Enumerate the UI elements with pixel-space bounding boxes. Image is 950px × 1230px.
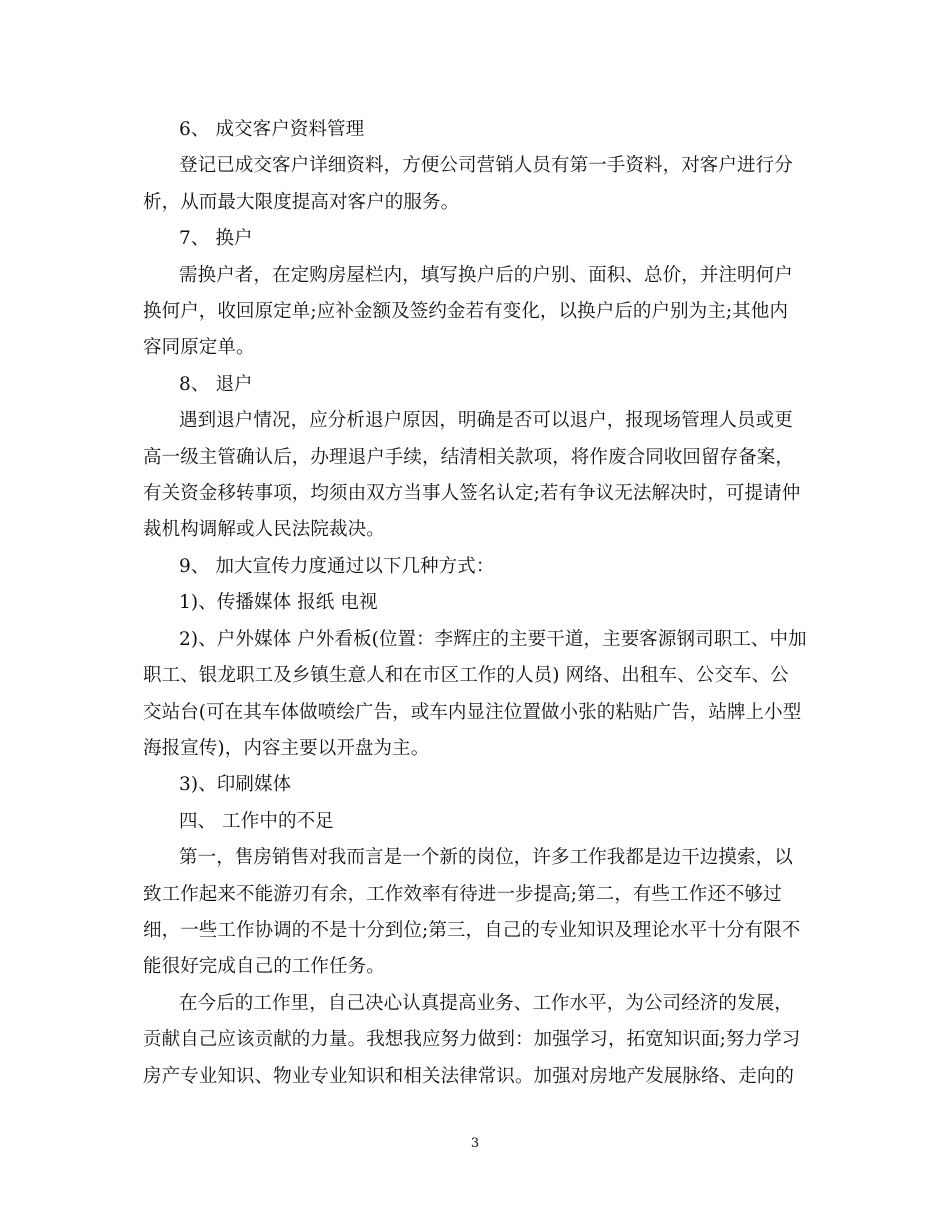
paragraph-line: 职工、银龙职工及乡镇生意人和在市区工作的人员) 网络、出租车、公交车、公 (143, 665, 789, 687)
section-heading-4: 四、 工作中的不足 (179, 810, 334, 832)
paragraph-line: 交站台(可在其车体做喷绘广告，或车内显注位置做小张的粘贴广告，站牌上小型 (143, 701, 802, 723)
paragraph-line: 登记已成交客户详细资料，方便公司营销人员有第一手资料，对客户进行分 (179, 155, 793, 177)
paragraph-line: 需换户者，在定购房屋栏内，填写换户后的户别、面积、总价，并注明何户 (179, 264, 793, 286)
paragraph-line: 有关资金移转事项，均须由双方当事人签名认定;若有争议无法解决时，可提请仲 (143, 483, 801, 505)
paragraph-line: 海报宣传)，内容主要以开盘为主。 (143, 737, 430, 759)
paragraph-line: 细，一些工作协调的不是十分到位;第三，自己的专业知识及理论水平十分有限不 (143, 919, 801, 941)
list-item: 1)、传播媒体 报纸 电视 (179, 592, 378, 614)
list-item: 2)、户外媒体 户外看板(位置：李辉庄的主要干道，主要客源钢司职工、中加 (179, 628, 807, 650)
paragraph-line: 裁机构调解或人民法院裁决。 (143, 519, 385, 541)
section-heading-7: 7、 换户 (179, 228, 253, 250)
paragraph-line: 第一，售房销售对我而言是一个新的岗位，许多工作我都是边干边摸索，以 (179, 847, 793, 869)
paragraph-line: 换何户，收回原定单;应补金额及签约金若有变化，以换户后的户别为主;其他内 (143, 301, 789, 323)
paragraph-line: 遇到退户情况，应分析退户原因，明确是否可以退户，报现场管理人员或更 (179, 410, 793, 432)
paragraph-line: 高一级主管确认后，办理退户手续，结清相关款项，将作废合同收回留存备案， (143, 446, 795, 468)
document-body (143, 112, 808, 1095)
section-heading-8: 8、 退户 (179, 373, 253, 395)
section-heading-6: 6、 成交客户资料管理 (179, 119, 365, 140)
paragraph-line: 贡献自己应该贡献的力量。我想我应努力做到：加强学习，拓宽知识面;努力学习 (143, 1029, 801, 1051)
page-number: 3 (470, 1136, 480, 1151)
paragraph-line: 能很好完成自己的工作任务。 (143, 956, 385, 978)
paragraph-line: 析，从而最大限度提高对客户的服务。 (143, 191, 460, 213)
list-item: 3)、印刷媒体 (179, 774, 292, 796)
paragraph-line: 容同原定单。 (143, 337, 255, 359)
paragraph-line: 致工作起来不能游刃有余，工作效率有待进一步提高;第二，有些工作还不够过 (143, 883, 782, 905)
paragraph-line: 房产专业知识、物业专业知识和相关法律常识。加强对房地产发展脉络、走向的 (143, 1065, 795, 1087)
section-heading-9: 9、 加大宣传力度通过以下几种方式： (179, 555, 495, 577)
paragraph-line: 在今后的工作里，自己决心认真提高业务、工作水平，为公司经济的发展， (179, 992, 793, 1014)
